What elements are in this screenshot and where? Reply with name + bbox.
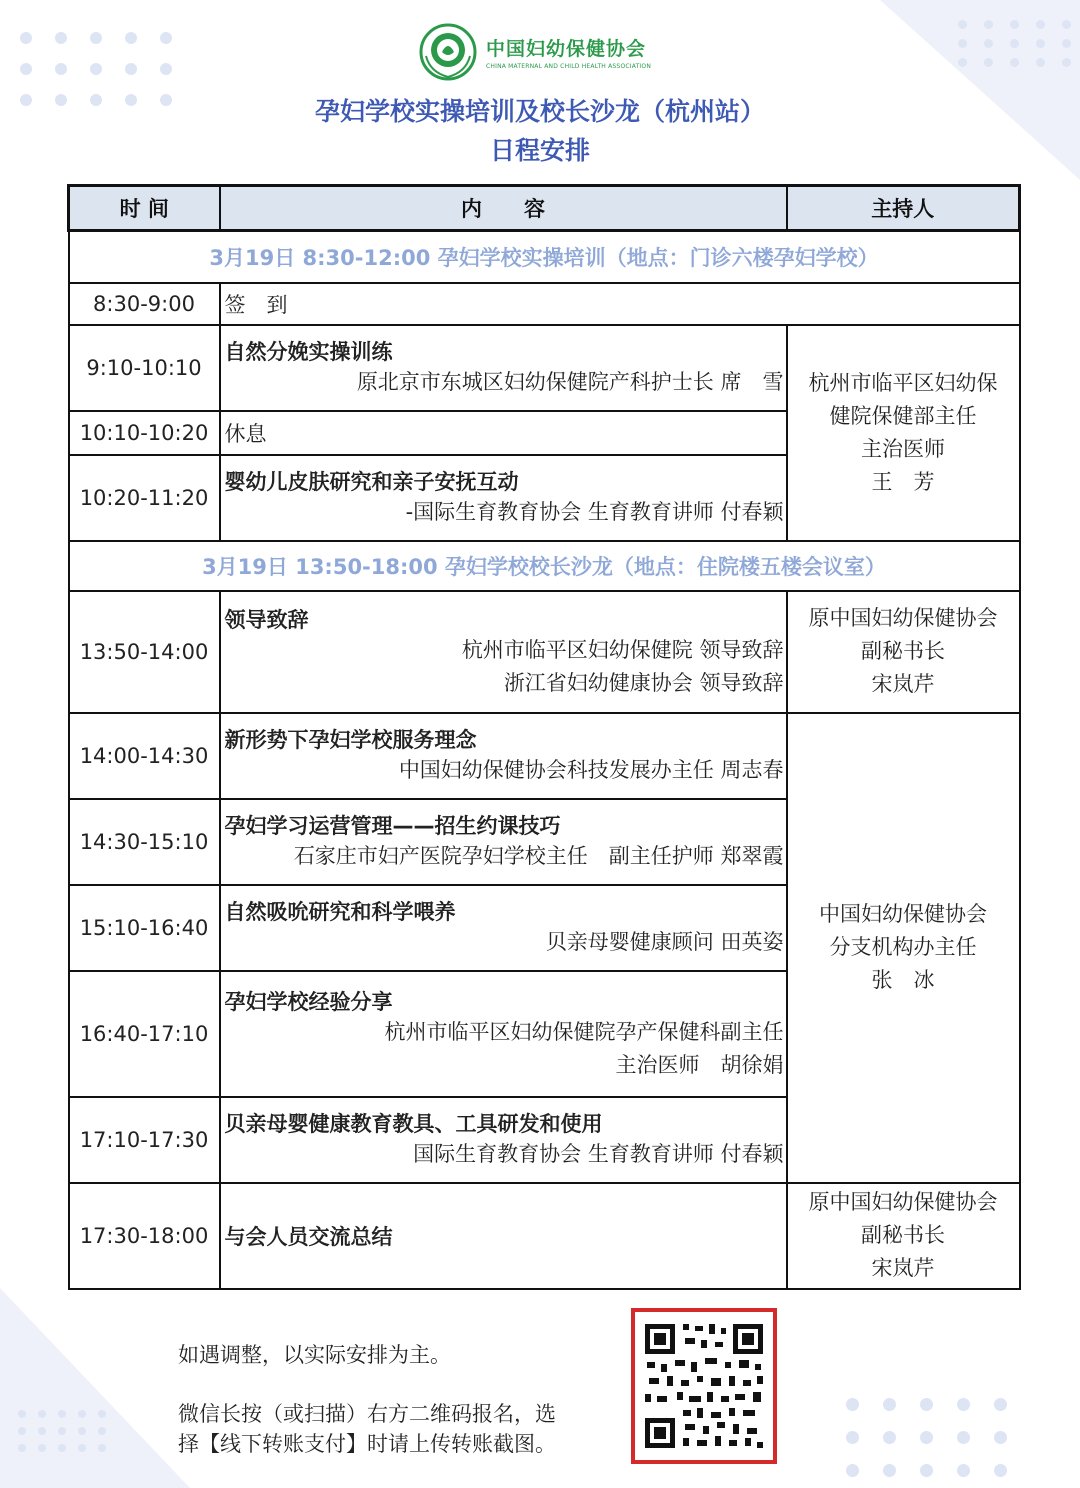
table-row [69,591,1020,713]
section-morning: 3月19日 8:30-12:00 孕妇学校实操培训（地点：门诊六楼孕妇学校） [69,231,1020,283]
session-title: 新形势下孕妇学校服务理念 [224,728,477,752]
wechat-note-line2: 择【线下转账支付】时请上传转账截图。 [178,1432,556,1456]
host-line: 副秘书长 [861,1223,945,1247]
session-title: 领导致辞 [224,607,309,632]
host-line: 主治医师 [861,436,945,461]
row-time: 14:30-15:10 [69,799,220,885]
host-line: 健院保健部主任 [829,403,977,428]
section-afternoon: 3月19日 13:50-18:00 孕妇学校校长沙龙（地点：住院楼五楼会议室） [69,541,1020,591]
session-speaker: 浙江省妇幼健康协会 领导致辞 [503,670,784,695]
host-line: 原中国妇幼保健协会 [808,606,998,630]
session-speaker: -国际生育教育协会 生育教育讲师 付春颖 [405,500,784,524]
host-line: 副秘书长 [861,639,945,663]
break-label: 休息 [220,411,787,455]
session-cell [220,591,787,713]
host-line: 王 芳 [871,469,935,494]
row-time: 17:30-18:00 [69,1183,220,1289]
session-cell [220,325,787,411]
session-title: 婴幼儿皮肤研究和亲子安抚互动 [224,470,519,494]
header-row [69,186,1020,231]
qr-code-icon [635,1312,773,1460]
row-time: 10:20-11:20 [69,455,220,541]
dot-pattern-top-right [958,20,1080,67]
host-line: 原中国妇幼保健协会 [808,1190,998,1214]
signin-label: 签 到 [220,283,1020,325]
row-time: 15:10-16:40 [69,885,220,971]
host-line: 张 冰 [871,968,935,992]
row-time: 14:00-14:30 [69,713,220,799]
session-title: 贝亲母婴健康教育教具、工具研发和使用 [224,1112,603,1136]
session-speaker: 中国妇幼保健协会科技发展办主任 周志春 [398,758,784,782]
session-title: 与会人员交流总结 [224,1224,393,1249]
corner-triangle-bottom-left [0,1288,190,1488]
section-row [69,231,1020,283]
session-speaker: 原北京市东城区妇幼保健院产科护士长 席 雪 [356,370,784,394]
session-speaker: 杭州市临平区妇幼保健院 领导致辞 [461,637,784,662]
dot-pattern-bottom-left [18,1410,118,1452]
session-cell [220,713,787,799]
org-logo [418,22,678,82]
session-title: 自然吸吮研究和科学喂养 [224,900,456,924]
laurel-emblem-icon [418,22,478,82]
table-row [69,283,1020,325]
session-cell [220,1183,787,1289]
wechat-note-line1: 微信长按（或扫描）右方二维码报名，选 [178,1402,556,1426]
host-cell-b [787,713,1020,1183]
org-name-cn: 中国妇幼保健协会 [486,38,647,60]
registration-qr-code[interactable] [631,1308,777,1464]
row-time: 8:30-9:00 [69,283,220,325]
host-line: 宋岚芹 [871,672,935,696]
row-time: 9:10-10:10 [69,325,220,411]
dot-pattern-bottom-right [846,1398,1031,1477]
host-line: 杭州市临平区妇幼保 [808,370,998,395]
host-cell-a [787,591,1020,713]
section-row [69,541,1020,591]
row-time: 17:10-17:30 [69,1097,220,1183]
row-time: 13:50-14:00 [69,591,220,713]
session-speaker: 石家庄市妇产医院孕妇学校主任 副主任护师 郑翠霞 [293,844,784,868]
row-time: 10:10-10:20 [69,411,220,455]
session-title: 自然分娩实操训练 [224,340,393,364]
session-cell [220,1097,787,1183]
header-host: 主持人 [787,186,1020,231]
session-speaker: 国际生育教育协会 生育教育讲师 付春颖 [413,1142,784,1166]
header-time: 时 间 [69,186,220,231]
header-content: 内 容 [220,186,787,231]
adjust-note: 如遇调整，以实际安排为主。 [178,1343,451,1367]
session-title: 孕妇学校经验分享 [224,989,393,1014]
schedule-table [67,184,1021,1290]
page-title: 孕妇学校实操培训及校长沙龙（杭州站） [314,97,765,126]
host-cell-c [787,1183,1020,1289]
session-cell [220,885,787,971]
table-row [69,1183,1020,1289]
page-subtitle: 日程安排 [489,136,590,165]
table-row [69,325,1020,411]
session-cell [220,455,787,541]
session-speaker: 主治医师 胡徐娟 [615,1052,784,1077]
session-cell [220,971,787,1097]
host-line: 中国妇幼保健协会 [819,902,987,926]
session-speaker: 贝亲母婴健康顾问 田英姿 [545,930,784,954]
table-row [69,713,1020,799]
host-cell-morning [787,325,1020,541]
org-name-en: CHINA MATERNAL AND CHILD HEALTH ASSOCIATION [486,63,652,70]
row-time: 16:40-17:10 [69,971,220,1097]
session-title: 孕妇学习运营管理——招生约课技巧 [224,814,561,838]
host-line: 宋岚芹 [871,1256,935,1280]
session-cell [220,799,787,885]
session-speaker: 杭州市临平区妇幼保健院孕产保健科副主任 [384,1019,784,1044]
host-line: 分支机构办主任 [829,935,977,959]
